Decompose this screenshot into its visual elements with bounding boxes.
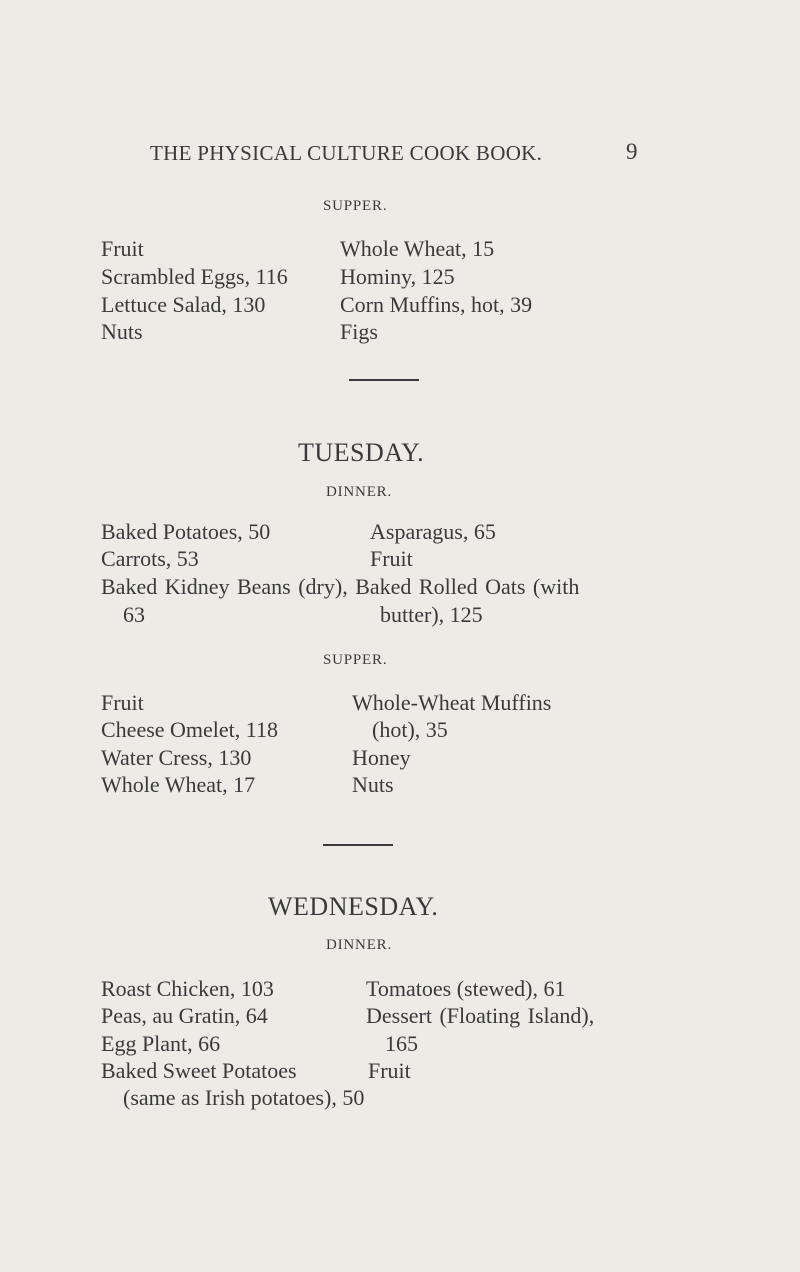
- supper-heading: SUPPER.: [323, 198, 388, 214]
- menu-item: Figs: [340, 319, 378, 344]
- menu-item: Whole Wheat, 15: [340, 236, 495, 261]
- menu-item: Tomatoes (stewed), 61: [366, 976, 566, 1001]
- menu-item: Dessert (Floating Island),: [366, 1003, 595, 1028]
- menu-item: Cheese Omelet, 118: [101, 717, 278, 742]
- menu-item: Fruit: [101, 236, 144, 261]
- section-divider: [323, 844, 393, 846]
- menu-item: (hot), 35: [372, 717, 448, 742]
- menu-item-continuation: butter), 125: [380, 602, 483, 627]
- supper-heading: SUPPER.: [323, 652, 388, 668]
- menu-item: Whole-Wheat Muffins: [352, 690, 552, 715]
- menu-item-continuation: 63: [123, 602, 145, 627]
- menu-item: Honey: [352, 745, 411, 770]
- menu-item: Whole Wheat, 17: [101, 772, 256, 797]
- menu-item: Corn Muffins, hot, 39: [340, 292, 533, 317]
- menu-item: Fruit: [368, 1058, 411, 1083]
- menu-item: Fruit: [101, 690, 144, 715]
- menu-item: Baked Potatoes, 50: [101, 519, 271, 544]
- menu-item: Carrots, 53: [101, 546, 199, 571]
- menu-item: Baked Sweet Potatoes: [101, 1058, 297, 1083]
- menu-item: Peas, au Gratin, 64: [101, 1003, 268, 1028]
- dinner-heading: DINNER.: [326, 937, 393, 953]
- menu-item-continuation: (same as Irish potatoes), 50: [123, 1085, 365, 1110]
- menu-item: Egg Plant, 66: [101, 1031, 221, 1056]
- section-divider: [349, 379, 419, 381]
- menu-item: Fruit: [370, 546, 413, 571]
- menu-item: Lettuce Salad, 130: [101, 292, 266, 317]
- menu-item: Scrambled Eggs, 116: [101, 264, 288, 289]
- menu-item: 165: [385, 1031, 418, 1056]
- menu-item: Roast Chicken, 103: [101, 976, 274, 1001]
- menu-item: Asparagus, 65: [370, 519, 496, 544]
- day-title-wednesday: WEDNESDAY.: [268, 892, 439, 921]
- page-number: 9: [626, 139, 638, 164]
- menu-item: Nuts: [352, 772, 394, 797]
- menu-item-wrapped-line: Baked Kidney Beans (dry), Baked Rolled Oats (with: [101, 574, 580, 599]
- running-head-title: THE PHYSICAL CULTURE COOK BOOK.: [150, 141, 543, 165]
- menu-item: Nuts: [101, 319, 143, 344]
- menu-item: Hominy, 125: [340, 264, 455, 289]
- menu-item: Water Cress, 130: [101, 745, 252, 770]
- dinner-heading: DINNER.: [326, 484, 393, 500]
- day-title-tuesday: TUESDAY.: [298, 438, 425, 467]
